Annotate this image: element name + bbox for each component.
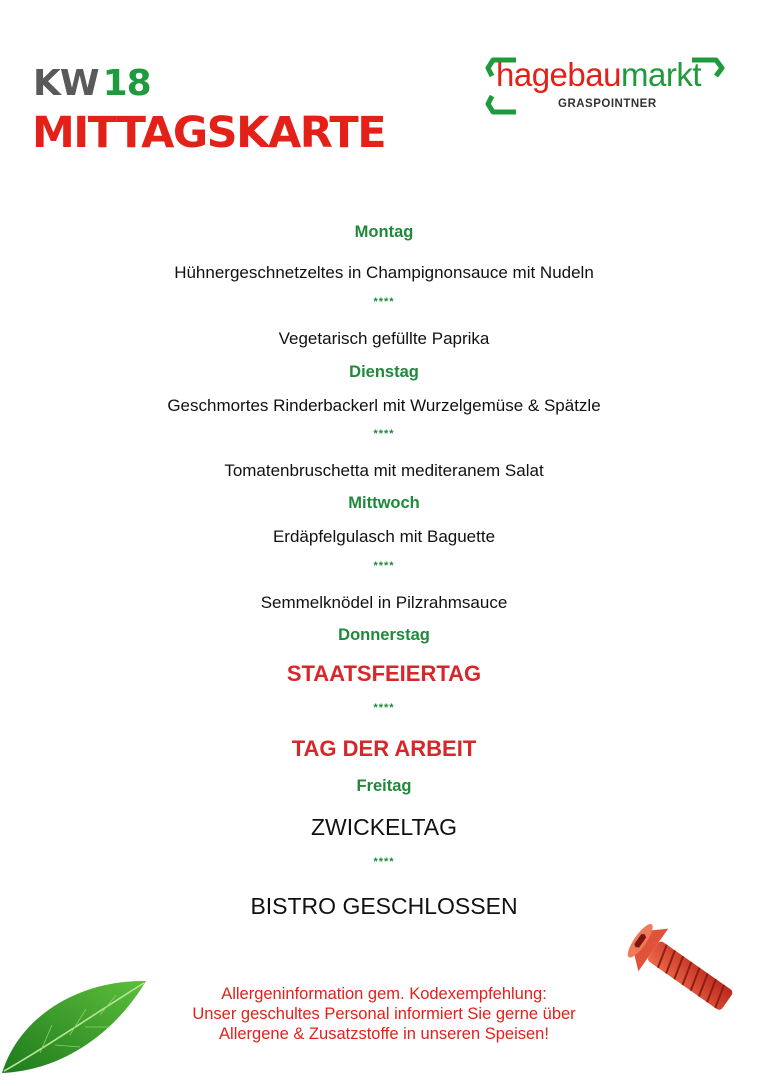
allergen-line-3: Allergene & Zusatzstoffe in unseren Speisen! <box>219 1025 549 1043</box>
dish-wednesday-2: Semmelknödel in Pilzrahmsauce <box>260 593 508 612</box>
day-thursday: Donnerstag <box>338 626 430 644</box>
separator-wednesday: **** <box>373 560 395 572</box>
week-prefix: KW <box>33 63 99 104</box>
logo-brand-hagebau: hagebau <box>496 56 621 93</box>
dish-tuesday-2: Tomatenbruschetta mit mediteranem Salat <box>224 461 544 480</box>
dish-wednesday-1: Erdäpfelgulasch mit Baguette <box>272 527 496 546</box>
friday-line-2: BISTRO GESCHLOSSEN <box>250 893 518 919</box>
friday-line-1: ZWICKELTAG <box>310 814 458 840</box>
hagebaumarkt-logo <box>478 52 740 116</box>
dish-monday-1: Hühnergeschnetzeltes in Champignonsauce mit Nudeln <box>174 263 594 282</box>
separator-monday: **** <box>373 296 395 308</box>
separator-tuesday: **** <box>373 428 395 440</box>
day-monday: Montag <box>354 223 414 241</box>
week-label <box>33 63 151 104</box>
allergen-note <box>0 984 768 1044</box>
week-number: 18 <box>102 63 151 104</box>
holiday-thursday-2: TAG DER ARBEIT <box>291 736 477 761</box>
day-tuesday: Dienstag <box>349 363 419 381</box>
holiday-thursday-1: STAATSFEIERTAG <box>286 661 482 686</box>
day-friday: Freitag <box>356 777 412 795</box>
day-wednesday: Mittwoch <box>348 494 420 512</box>
dish-monday-2: Vegetarisch gefüllte Paprika <box>278 329 490 348</box>
allergen-line-2: Unser geschultes Personal informiert Sie gerne über <box>192 1005 576 1023</box>
separator-thursday: **** <box>373 702 395 714</box>
logo-brand-markt: markt <box>620 56 701 93</box>
page-title: MITTAGSKARTE <box>32 108 386 158</box>
dish-tuesday-1: Geschmortes Rinderbackerl mit Wurzelgemüse & Spätzle <box>167 396 601 415</box>
separator-friday: **** <box>373 856 395 868</box>
logo-subtitle: GRASPOINTNER <box>558 98 657 110</box>
logo-brand <box>496 58 701 91</box>
allergen-line-1: Allergeninformation gem. Kodexempfehlung: <box>221 985 547 1003</box>
